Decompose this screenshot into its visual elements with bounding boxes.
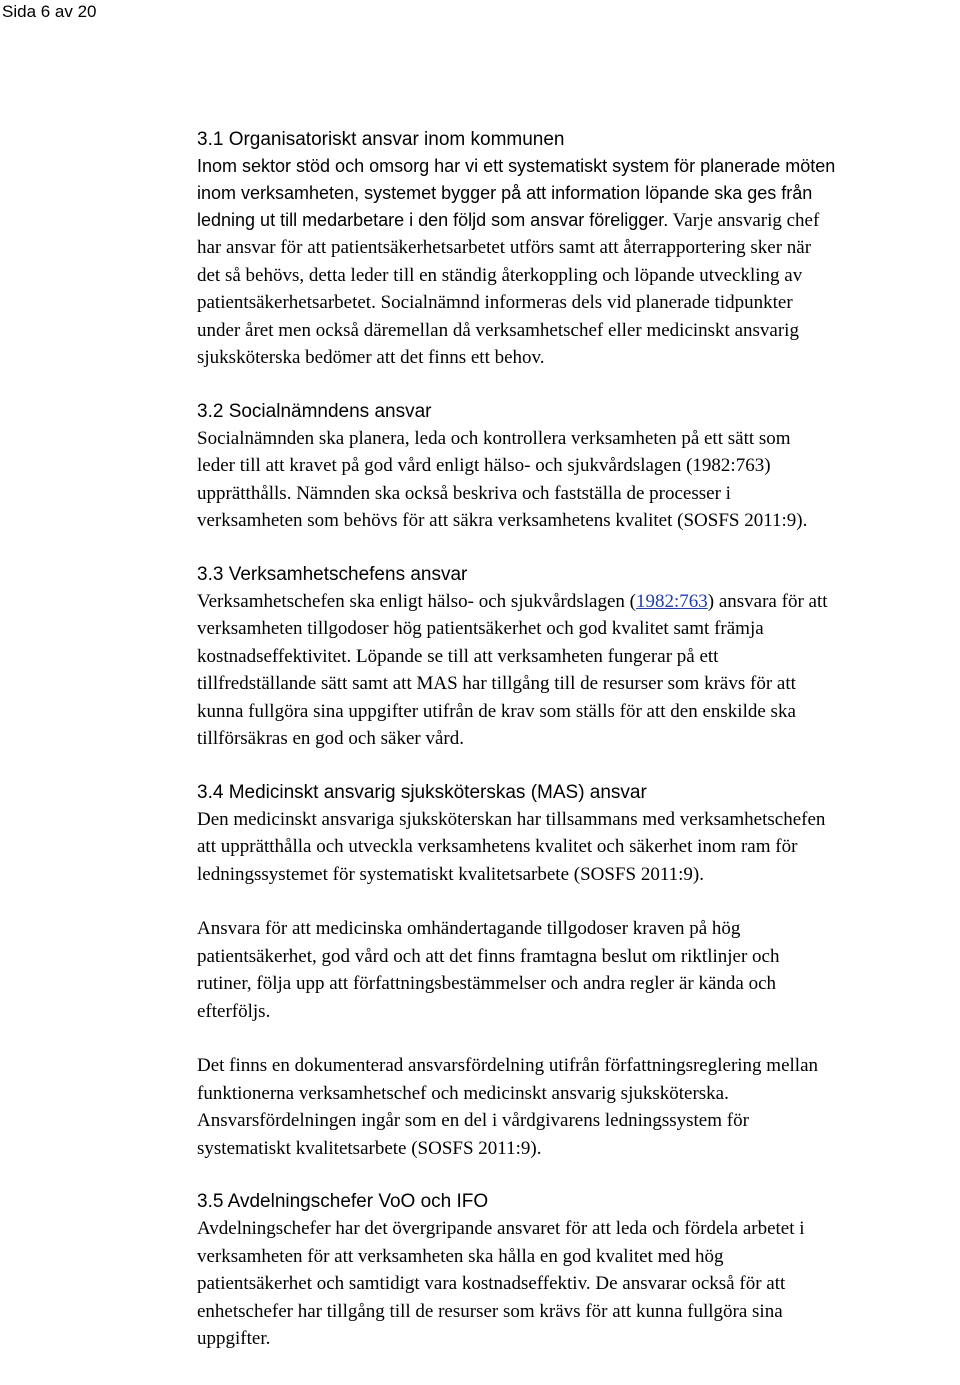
text-line: patientsäkerhet och samtidigt vara kostnadseffektiv. De ansvarar också för att: [197, 1273, 786, 1294]
text-line: efterföljs.: [197, 1000, 271, 1022]
text-line: Avdelningschefer har det övergripande ansvaret för att leda och fördela arbetet i: [197, 1218, 805, 1239]
text-line: kostnadseffektivitet. Löpande se till att verksamheten fungerar på ett: [197, 645, 719, 667]
text-line: kunna fullgöra sina uppgifter utifrån de krav som ställs för att den enskilde ska: [197, 700, 796, 722]
paragraph-3-3: [197, 588, 959, 753]
text-line: ledningssystemet för systematiskt kvalitetsarbete (SOSFS 2011:9).: [197, 863, 704, 885]
text-line-mixed: [197, 207, 959, 234]
paragraph-3-4-a: [197, 806, 959, 889]
text-line: Socialnämnden ska planera, leda och kontrollera verksamheten på ett sätt som: [197, 427, 791, 449]
text-line: enhetschefer har tillgång till de resurser som krävs för att kunna fullgöra sina: [197, 1300, 783, 1322]
paragraph-3-1-body: [197, 234, 959, 372]
text-line: upprätthålls. Nämnden ska också beskriva och fastställa de processer i: [197, 482, 731, 504]
section-heading-3-3: 3.3 Verksamhetschefens ansvar: [197, 563, 468, 585]
text-run: Verksamhetschefen ska enligt hälso- och sjukvårdslagen (: [197, 590, 636, 612]
text-line: patientsäkerhet, god vård och att det finns framtagna beslut om riktlinjer och: [197, 945, 780, 967]
text-line: tillförsäkras en god och säker vård.: [197, 728, 464, 749]
text-line: det så behövs, detta leder till en ständig återkoppling och löpande utveckling av: [197, 264, 803, 286]
text-line: Inom sektor stöd och omsorg har vi ett systematiskt system för planerade möten: [197, 156, 836, 176]
text-line: verksamheten för att verksamheten ska hålla en god kvalitet med hög: [197, 1245, 724, 1267]
text-line: har ansvar för att patientsäkerhetsarbetet utförs samt att återrapportering sker när: [197, 237, 812, 258]
section-heading-3-2: 3.2 Socialnämndens ansvar: [197, 400, 432, 422]
paragraph-3-4-b: [197, 915, 959, 1025]
text-line: Ansvarsfördelningen ingår som en del i vårdgivarens ledningssystem för: [197, 1110, 749, 1131]
text-run: ) ansvara för att: [707, 590, 828, 612]
document-body: [197, 126, 959, 1353]
text-line: att upprätthålla och utveckla verksamhetens kvalitet och säkerhet inom ram för: [197, 836, 798, 857]
text-line: rutiner, följa upp att författningsbestämmelser och andra regler är kända och: [197, 973, 777, 994]
paragraph-3-1-intro: [197, 153, 959, 234]
text-line: funktionerna verksamhetschef och medicinskt ansvarig sjuksköterska.: [197, 1082, 729, 1104]
text-line-with-link: [197, 588, 959, 616]
section-heading-3-4: 3.4 Medicinskt ansvarig sjuksköterskas (MAS) ansvar: [197, 781, 647, 803]
law-reference-link[interactable]: 1982:763: [635, 590, 708, 612]
text-line: sjuksköterska bedömer att det finns ett behov.: [197, 347, 545, 368]
text-line: patientsäkerhetsarbetet. Socialnämnd informeras dels vid planerade tidpunkter: [197, 292, 793, 313]
text-line: verksamheten tillgodoser hög patientsäkerhet och god kvalitet samt främja: [197, 618, 764, 639]
text-run-serif: Varje ansvarig chef: [668, 210, 820, 231]
text-line: tillfredställande sätt samt att MAS har tillgång till de resurser som krävs för att: [197, 673, 796, 694]
text-line: Den medicinskt ansvariga sjuksköterskan har tillsammans med verksamhetschefen: [197, 808, 826, 830]
paragraph-3-5: [197, 1215, 959, 1353]
text-line: verksamheten som behövs för att säkra verksamhetens kvalitet (SOSFS 2011:9).: [197, 510, 808, 531]
text-line: uppgifter.: [197, 1328, 271, 1349]
text-run-sans: ledning ut till medarbetare i den följd som ansvar föreligger.: [197, 210, 669, 230]
text-line: inom verksamheten, systemet bygger på att information löpande ska ges från: [197, 183, 813, 203]
text-line: leder till att kravet på god vård enligt hälso- och sjukvårdslagen (1982:763): [197, 455, 771, 476]
text-line: Det finns en dokumenterad ansvarsfördelning utifrån författningsreglering mellan: [197, 1055, 818, 1076]
paragraph-3-2: [197, 425, 959, 535]
text-line: Ansvara för att medicinska omhändertagande tillgodoser kraven på hög: [197, 918, 741, 939]
page-number-label: Sida 6 av 20: [2, 2, 97, 21]
text-line: systematiskt kvalitetsarbete (SOSFS 2011:9).: [197, 1137, 542, 1159]
paragraph-3-4-c: [197, 1052, 959, 1162]
section-heading-3-5: 3.5 Avdelningschefer VoO och IFO: [197, 1191, 489, 1212]
section-heading-3-1: 3.1 Organisatoriskt ansvar inom kommunen: [197, 129, 565, 150]
text-line: under året men också däremellan då verksamhetschef eller medicinskt ansvarig: [197, 319, 799, 341]
